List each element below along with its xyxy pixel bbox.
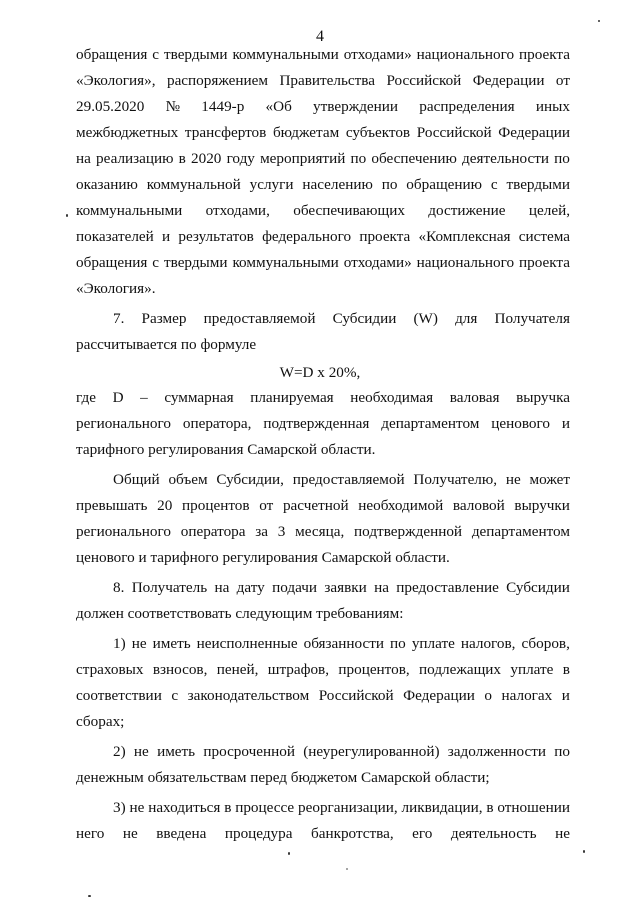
word: твердыми [506,176,570,193]
word: с [152,254,160,271]
text-line [113,580,570,595]
word: реализацию [96,150,174,167]
word: «Об [265,98,292,115]
scan-speck [346,868,348,870]
word: отношении [497,799,570,816]
word: законодательством [187,687,310,704]
word: суммарная [164,389,234,406]
text-line [76,826,570,841]
word: национального [416,254,515,271]
word: обращению [406,176,482,193]
word: для [455,310,478,327]
formula: W=D x 20%, [279,364,361,381]
word: взносов, [152,661,208,678]
word: ценового [76,549,135,566]
word: распределения [419,98,515,115]
word: проекта [359,228,411,245]
word: реорганизации, [298,799,398,816]
word: Федерации [403,687,475,704]
scan-speck [288,852,290,855]
word: налогов, [460,635,516,652]
word: от [259,497,274,514]
text-line [76,770,570,785]
word: по [350,150,367,167]
word: 2020 [191,150,222,167]
word: коммунальными [232,46,339,63]
word: обращения [76,254,148,271]
scan-speck [583,850,585,853]
word: подачи [272,579,318,596]
word: в [224,799,232,816]
word: 3 [277,523,286,540]
word: D [112,389,124,406]
word: уплате [510,661,554,678]
word: Получатель [131,579,208,596]
word: превышать [76,497,148,514]
word: не [122,825,138,842]
text-line [113,636,570,651]
word: заявки [324,579,367,596]
word: Субсидии, [216,471,284,488]
word: пеней, [216,661,259,678]
word: не [133,743,149,760]
word: необходимой [358,497,444,514]
word: отходами, [205,202,270,219]
word: соответствовать [127,605,232,622]
word: от [555,72,570,89]
word: 1) [113,635,126,652]
word: тарифного [150,549,219,566]
word: 7. [113,310,125,327]
word: проекта [518,46,570,63]
word: отходами» [343,254,412,271]
word: бюджетом [290,769,358,786]
word: банкротства, [310,825,394,842]
text-line [76,47,570,62]
word: обеспечивающих [293,202,405,219]
word: и [138,549,147,566]
word: департаментом [471,523,570,540]
word: не [131,635,147,652]
word: оператора, [182,415,252,432]
word: Федерации [498,124,570,141]
word: коммунальными [76,202,183,219]
word: федерального [262,228,352,245]
word: планируемая [250,389,334,406]
text-line [113,472,570,487]
word: налогах [501,687,553,704]
word: на [76,150,91,167]
word: в [562,661,570,678]
word: деятельности [462,150,549,167]
word: формуле [200,336,257,353]
text-line [76,99,570,114]
word: где [76,389,96,406]
word: на [214,579,230,596]
word: необходимая [350,389,434,406]
word: 29.05.2020 [76,98,145,115]
word: населению [302,176,373,193]
text-line [76,203,570,218]
word: Самарской [360,769,431,786]
word: обязательствам [147,769,247,786]
word: перед [250,769,287,786]
word: требованиям: [316,605,404,622]
text-line [76,662,570,677]
text-line [76,125,570,140]
word: регионального [76,523,171,540]
word: Российской [318,687,394,704]
word: ликвидации, [401,799,483,816]
word: процедура [224,825,293,842]
word: 1449-р [201,98,245,115]
word: целей, [528,202,570,219]
text-line [76,442,570,457]
word: предоставляемой [292,471,405,488]
word: распоряжением [166,72,268,89]
word: месяца, [295,523,345,540]
word: расчетной [282,497,349,514]
word: «Экология». [76,280,156,297]
word: – [140,389,148,406]
word: и [561,415,570,432]
word: объем [168,471,208,488]
word: Общий [113,471,160,488]
word: результатов [178,228,254,245]
word: уплате [411,635,455,652]
word: № [165,98,181,115]
word: рассчитывается [76,336,178,353]
word: денежным [76,769,144,786]
word: и [162,228,171,245]
word: его [412,825,433,842]
word: подтвержденной [354,523,463,540]
word: Федерации [472,72,545,89]
word: валовая [449,389,500,406]
word: дату [236,579,265,596]
word: достижение [428,202,506,219]
word: Самарской [247,441,318,458]
word: может [529,471,570,488]
text-line [76,524,570,539]
text-line [113,311,570,326]
text-line [76,550,570,565]
text-line [76,255,570,270]
word: деятельность [450,825,537,842]
word: не [555,825,570,842]
word: введена [156,825,207,842]
word: мероприятий [260,150,346,167]
word: Российской [386,72,462,89]
word: процентов, [338,661,410,678]
word: система [518,228,570,245]
word: по [180,336,197,353]
word: (W) [413,310,438,327]
word: с [490,176,498,193]
text-line [76,281,570,296]
word: не [129,799,145,816]
word: 3) [113,799,126,816]
word: обязанности [303,635,385,652]
word: регулирования [222,549,318,566]
word: иметь [152,635,191,652]
word: твердыми [163,46,228,63]
word: твердыми [163,254,228,271]
scan-speck [88,895,91,897]
word: с [152,46,160,63]
word: в [486,799,494,816]
text-line [76,498,570,513]
word: неисполненные [196,635,298,652]
word: области. [395,549,450,566]
word: оператора [180,523,246,540]
word: по [381,176,398,193]
word: иметь [157,743,196,760]
page-number: 4 [316,28,324,45]
word: бюджетам [272,124,340,141]
word: трансфертов [184,124,267,141]
word: году [226,150,255,167]
word: «Комплексная [418,228,511,245]
word: ценового [491,415,550,432]
text-line [76,714,570,729]
word: межбюджетных [76,124,179,141]
word: предоставление [396,579,499,596]
word: 8. [113,579,125,596]
word: выручки [514,497,570,514]
word: подлежащих [419,661,502,678]
text-line [76,390,570,405]
word: предоставляемой [203,310,316,327]
word: Получателю, [413,471,498,488]
word: процентов [182,497,250,514]
word: соответствии [76,687,162,704]
word: страховых [76,661,144,678]
text-line [76,151,570,166]
word: регионального [76,415,171,432]
word: Размер [141,310,187,327]
text-line [76,177,570,192]
word: регулирования [148,441,244,458]
word: за [255,523,269,540]
word: на [374,579,389,596]
scan-speck [66,214,68,217]
word: коммунальной [146,176,241,193]
word: не [505,471,521,488]
word: субъектов [345,124,411,141]
word: Правительства [279,72,376,89]
word: проекта [518,254,570,271]
word: процессе [235,799,295,816]
word: утверждении [313,98,399,115]
word: по [390,635,406,652]
word: департаментом [381,415,480,432]
word: сборов, [521,635,570,652]
word: должен [76,605,124,622]
word: просроченной [203,743,295,760]
word: обеспечению [371,150,457,167]
text-line [76,416,570,431]
word: Субсидии [506,579,570,596]
word: Получателя [494,310,570,327]
word: с [171,687,179,704]
word: подтвержденная [263,415,370,432]
word: (неурегулированной) [303,743,440,760]
word: следующим [235,605,313,622]
word: оказанию [76,176,138,193]
text-line [113,744,570,759]
word: 20 [157,497,173,514]
text-line [76,229,570,244]
word: штрафов, [267,661,330,678]
word: коммунальными [232,254,339,271]
word: о [484,687,492,704]
word: валовой [452,497,505,514]
word: отходами» [343,46,412,63]
word: услуги [249,176,294,193]
word: по [554,743,570,760]
word: иных [535,98,570,115]
word: в [178,150,186,167]
word: по [554,150,570,167]
word: показателей [76,228,154,245]
text-line [76,73,570,88]
word: Самарской [321,549,392,566]
word: сборах; [76,713,125,730]
text-line [113,800,570,815]
word: «Экология», [76,72,156,89]
word: задолженности [447,743,546,760]
word: области; [434,769,490,786]
word: него [76,825,105,842]
word: находиться [148,799,221,816]
word: и [561,687,570,704]
text-line [76,688,570,703]
word: Субсидии [332,310,397,327]
word: обращения [76,46,148,63]
word: 2) [113,743,126,760]
word: тарифного [76,441,145,458]
scan-speck [598,20,600,22]
word: области. [320,441,376,458]
word: выручка [516,389,570,406]
word: Российской [416,124,492,141]
text-line [76,337,570,352]
word: национального [416,46,515,63]
text-line [76,606,570,621]
